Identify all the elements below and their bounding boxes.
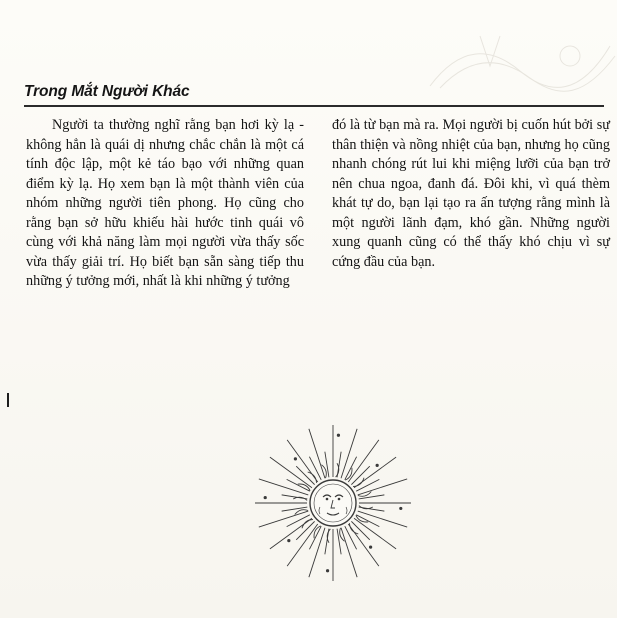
- sun-wavy-ray: [350, 523, 359, 534]
- body-columns: [26, 116, 610, 292]
- sun-ray: [337, 529, 341, 555]
- sun-ray: [354, 457, 396, 488]
- sun-ray-dot: [294, 457, 297, 460]
- sun-ray: [296, 466, 314, 484]
- sun-ray-dot: [287, 539, 290, 542]
- sun-ray: [270, 457, 312, 488]
- sun-ray-dot: [264, 496, 267, 499]
- bleed-through-decoration-icon: [420, 26, 617, 96]
- sun-ray-dot: [337, 434, 340, 437]
- body-text-left-column: Người ta thường nghĩ rằng bạn hơi kỳ lạ - không hẳn là quái dị nhưng chắc chắn là một cá tính độc lập, một kẻ táo bạo với những quan điểm kỳ lạ. Họ xem bạn là một thành viên của nhóm những người tiên phong. Họ cũng cho rằng bạn sở hữu khiếu hài hước tinh quái vô cùng với khả năng làm mọi người vừa thấy sốc vừa thấy giải trí. Họ biết bạn sẵn sàng tiếp thu những ý tưởng mới, nhất là khi những ý tưởng: [26, 117, 304, 289]
- sun-ray: [351, 466, 369, 484]
- section-divider: [24, 105, 604, 107]
- sun-ray-dot: [326, 569, 329, 572]
- body-text-right-column: đó là từ bạn mà ra. Mọi người bị cuốn hút bởi sự thân thiện và nồng nhiệt của bạn, nhưng họ cũng nhanh chóng rút lui khi miệng lưỡi của bạn trở nên chua ngoa, đanh đá. Đôi khi, vì quá thèm khát tự do, bạn lại tạo ra ấn tượng rằng mình là một người lãnh đạm, khó gần. Những người xung quanh cũng có thể thấy khó chịu vì sự cứng đầu của bạn.: [332, 117, 610, 270]
- page-edge-mark: [7, 393, 9, 407]
- sun-ray: [354, 518, 396, 549]
- sun-ray: [296, 521, 314, 539]
- section-title: Trong Mắt Người Khác: [24, 83, 190, 100]
- sun-ray: [351, 521, 369, 539]
- sun-wavy-ray: [353, 478, 364, 487]
- sun-ray: [359, 495, 385, 499]
- sun-ray: [270, 518, 312, 549]
- sun-ray: [325, 452, 329, 478]
- sun-ray-dot: [369, 546, 372, 549]
- sun-ray: [287, 440, 318, 482]
- sun-ray: [348, 524, 379, 566]
- sun-wavy-ray: [302, 520, 313, 529]
- sun-ray: [282, 507, 308, 511]
- sun-face-icon: [248, 418, 418, 588]
- sun-ray: [287, 524, 318, 566]
- sun-ray-dot: [399, 507, 402, 510]
- sun-wavy-ray: [308, 472, 317, 483]
- sun-ray: [348, 440, 379, 482]
- sun-ray-dot: [376, 464, 379, 467]
